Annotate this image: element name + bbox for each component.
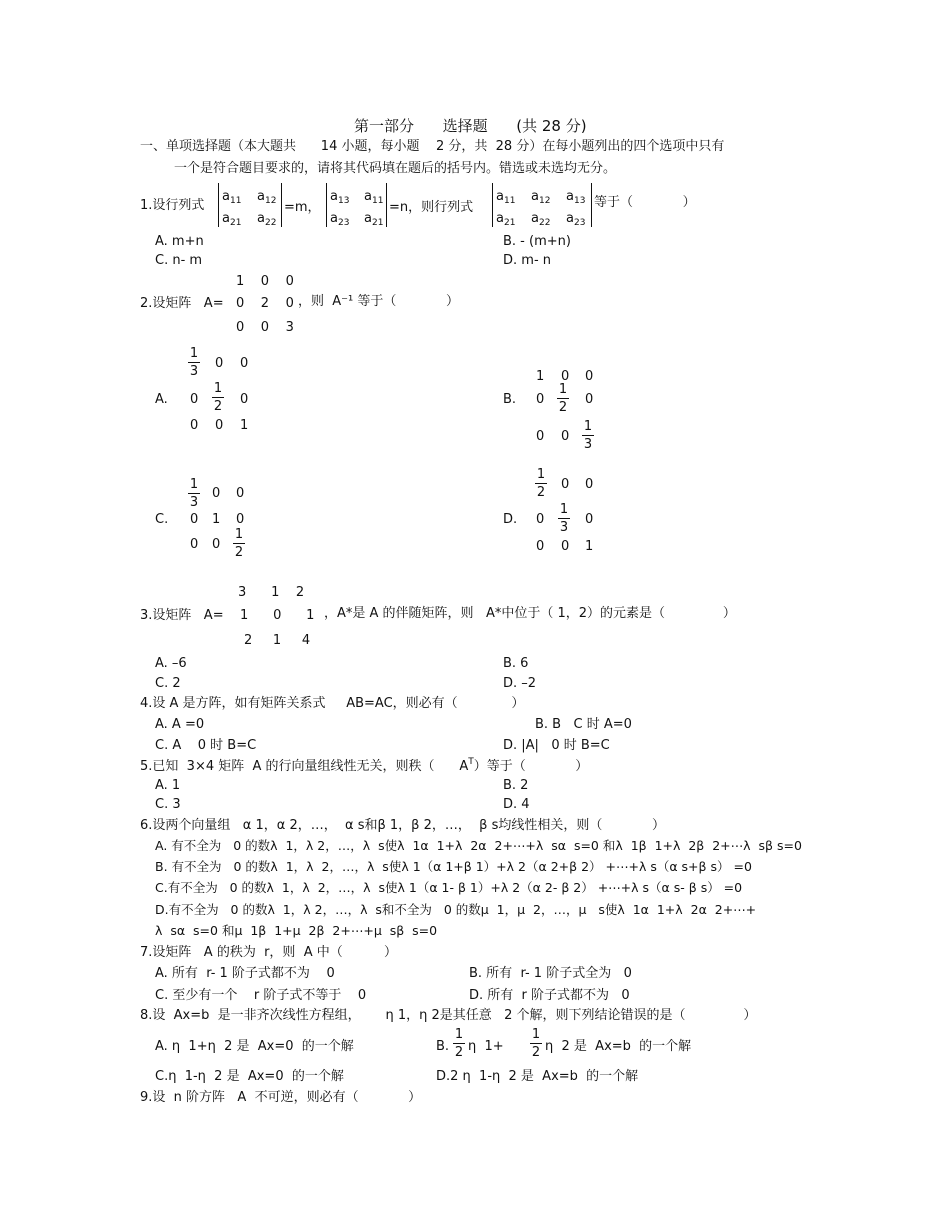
q3-tail: ，A*是 A 的伴随矩阵，则 A*中位于（ 1，2）的元素是（ ） <box>324 606 736 621</box>
section-instructions: 一个是符合题目要求的，请将其代码填在题后的括号内。错选或未选均无分。 <box>174 161 617 176</box>
q4-option-c: C. A 0 时 B=C <box>155 738 257 753</box>
q6-option-d: D.有不全为 0 的数λ 1，λ 2，…，λ s和不全为 0 的数μ 1，μ 2，…，μ s使λ 1α 1+λ 2α 2+⋯+ <box>155 902 757 917</box>
q2-matrix-row3: 0 0 3 <box>236 320 294 335</box>
q6-option-c: C.有不全为 0 的数λ 1，λ 2，…，λ s使λ 1（α 1- β 1）+λ 2（α 2- β 2） +⋯+λ s（α s- β s） =0 <box>155 880 743 895</box>
page-title: 第一部分 选择题 (共 28 分) <box>354 117 587 135</box>
q3-option-a: A. –6 <box>155 656 187 671</box>
q1-eq-n: =n，则行列式 <box>389 200 474 215</box>
q1-option-c: C. n- m <box>155 253 203 268</box>
q7-option-d: D. 所有 r 阶子式都不为 0 <box>469 988 630 1003</box>
q9-stem: 9.设 n 阶方阵 A 不可逆，则必有（ ） <box>140 1090 422 1105</box>
q1-option-a: A. m+n <box>155 234 204 249</box>
q4-stem: 4.设 A 是方阵，如有矩阵关系式 AB=AC，则必有（ ） <box>140 696 525 711</box>
q3-matrix-row3: 2 1 4 <box>244 633 311 648</box>
q2-matrix-row2: 0 2 0 <box>236 296 294 311</box>
q2-tail: ，则 A⁻¹ 等于（ ） <box>298 294 459 309</box>
q1-stem: 1.设行列式 <box>140 198 205 213</box>
q3-stem: 3.设矩阵 A= <box>140 608 224 623</box>
q8-option-c: C.η 1-η 2 是 Ax=0 的一个解 <box>155 1069 344 1084</box>
q7-stem: 7.设矩阵 A 的秩为 r，则 A 中（ ） <box>140 945 398 960</box>
q2-matrix-row1: 1 0 0 <box>236 274 294 289</box>
q2-stem: 2.设矩阵 A= <box>140 296 224 311</box>
q3-option-c: C. 2 <box>155 676 181 691</box>
q4-option-b: B. B C 时 A=0 <box>535 717 632 732</box>
q1-tail: 等于（ ） <box>594 195 696 210</box>
q4-option-a: A. A =0 <box>155 717 205 732</box>
q5-option-a: A. 1 <box>155 778 181 793</box>
q5-option-b: B. 2 <box>503 778 529 793</box>
q5-option-c: C. 3 <box>155 797 181 812</box>
q3-option-d: D. –2 <box>503 676 537 691</box>
q8-option-a: A. η 1+η 2 是 Ax=0 的一个解 <box>155 1039 354 1054</box>
q6-stem: 6.设两个向量组 α 1，α 2，…， α s和β 1，β 2，…， β s均线性相关，则（ ） <box>140 818 665 833</box>
q8-stem: 8.设 Ax=b 是一非齐次线性方程组， η 1，η 2是其任意 2 个解，则下列结论错误的是（ ） <box>140 1008 757 1023</box>
q7-option-a: A. 所有 r- 1 阶子式都不为 0 <box>155 966 335 981</box>
q1-eq-m: =m， <box>284 200 321 215</box>
q6-option-d-cont: λ sα s=0 和μ 1β 1+μ 2β 2+⋯+μ sβ s=0 <box>155 923 438 938</box>
q5-option-d: D. 4 <box>503 797 530 812</box>
q6-option-b: B. 有不全为 0 的数λ 1，λ 2，…，λ s使λ 1（α 1+β 1）+λ 2（α 2+β 2） +⋯+λ s（α s+β s） =0 <box>155 859 752 874</box>
q4-option-d: D. |A| 0 时 B=C <box>503 738 610 753</box>
section-heading: 一、单项选择题（本大题共 14 小题，每小题 2 分，共 28 分）在每小题列出的四个选项中只有 <box>140 139 725 154</box>
q1-option-d: D. m- n <box>503 253 552 268</box>
q3-matrix-row1: 3 1 2 <box>238 585 305 600</box>
q7-option-b: B. 所有 r- 1 阶子式全为 0 <box>469 966 632 981</box>
q5-stem: 5.已知 3×4 矩阵 A 的行向量组线性无关，则秩（ $A^T$）等于（ ） <box>140 757 589 774</box>
q1-option-b: B. - (m+n) <box>503 234 571 249</box>
q8-option-d: D.2 η 1-η 2 是 Ax=b 的一个解 <box>436 1069 639 1084</box>
q6-option-a: A. 有不全为 0 的数λ 1，λ 2，…，λ s使λ 1α 1+λ 2α 2+⋯+λ sα s=0 和λ 1β 1+λ 2β 2+⋯λ sβ s=0 <box>155 838 802 853</box>
q7-option-c: C. 至少有一个 r 阶子式不等于 0 <box>155 988 367 1003</box>
q3-matrix-row2: 1 0 1 <box>240 608 315 623</box>
q3-option-b: B. 6 <box>503 656 529 671</box>
